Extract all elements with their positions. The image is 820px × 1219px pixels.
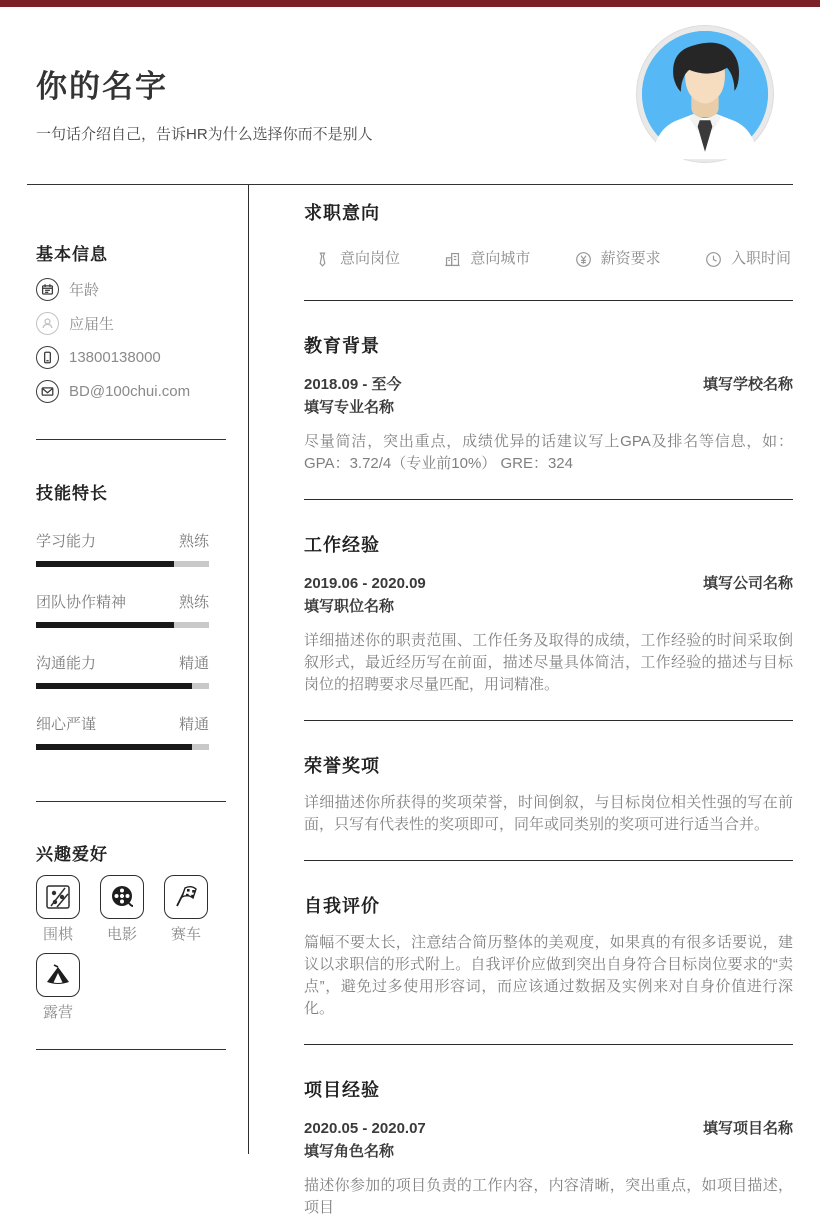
phone-icon [36,346,59,369]
education-header [304,375,793,395]
skill-level: 熟练 [178,533,209,550]
intent-start-date [705,248,791,270]
honors-description: 详细描述你所获得的奖项荣誉，时间倒叙，与目标岗位相关性强的写在前面，只写有代表性的奖项即可，同年或同类别的奖项可进行适当合并。 [304,794,793,833]
calendar-icon [36,278,59,301]
section-divider [304,499,793,500]
graduate-icon [36,312,59,335]
mail-icon [36,380,59,403]
hobbies-title: 兴趣爱好 [36,845,108,864]
avatar [637,26,773,162]
intent-city [444,248,530,270]
education-major: 填写专业名称 [304,399,395,416]
section-divider [304,300,793,301]
hobby-item [36,953,80,1023]
education-school: 填写学校名称 [702,376,793,393]
candidate-tagline: 一句话介绍自己，告诉HR为什么选择你而不是别人 [36,126,373,143]
tie-icon [314,251,331,268]
racing-flag-icon [164,875,208,919]
intent-label: 薪资要求 [600,250,661,267]
project-description: 描述你参加的项目负责的工作内容，内容清晰，突出重点，如项目描述，项目 [304,1177,793,1216]
skill-name: 团队协作精神 [36,594,127,611]
intent-label: 入职时间 [730,250,791,267]
hobby-item [164,875,208,945]
resume-header [0,7,820,184]
film-reel-icon [100,875,144,919]
phone-value: 13800138000 [69,349,161,366]
section-title-project: 项目经验 [304,1080,380,1100]
sidebar-divider [36,801,226,802]
project-name: 填写项目名称 [702,1120,793,1137]
education-period: 2018.09 - 至今 [304,376,402,393]
go-board-icon [36,875,80,919]
section-divider [304,860,793,861]
skill-progress-track [36,744,209,750]
intent-position [314,248,400,270]
info-item-age [36,278,248,301]
section-divider [304,720,793,721]
skill-progress-fill [36,561,174,567]
skill-level: 熟练 [178,594,209,611]
skill-item [36,532,209,567]
section-title-job-intention: 求职意向 [304,203,380,223]
intent-label: 意向岗位 [340,250,401,267]
sidebar [27,185,249,1154]
age-value: 年龄 [69,282,100,299]
project-role: 填写角色名称 [304,1143,395,1160]
skill-name: 细心严谨 [36,716,97,733]
clock-icon [705,251,722,268]
basic-info-title: 基本信息 [36,245,108,264]
skill-item [36,715,209,750]
work-period: 2019.06 - 2020.09 [304,575,426,592]
project-header [304,1119,793,1139]
skill-name: 学习能力 [36,533,97,550]
building-icon [444,251,461,268]
section-title-honors: 荣誉奖项 [304,756,380,776]
info-item-phone [36,346,248,369]
info-item-email [36,380,248,403]
intent-label: 意向城市 [470,250,531,267]
skill-name: 沟通能力 [36,655,97,672]
hobby-label: 赛车 [170,926,201,943]
job-intention-row [314,248,791,270]
sidebar-divider [36,1049,226,1050]
main-content [249,185,793,1216]
skill-progress-track [36,683,209,689]
candidate-name: 你的名字 [36,69,168,104]
skill-progress-fill [36,683,192,689]
work-company: 填写公司名称 [702,575,793,592]
education-description: 尽量简洁，突出重点，成绩优异的话建议写上GPA及排名等信息，如：GPA：3.72/4（专业前10%） GRE：324 [304,433,793,472]
hobby-item [100,875,144,945]
info-item-graduate [36,312,248,335]
work-header [304,574,793,594]
section-divider [304,1044,793,1045]
skill-item [36,654,209,689]
salary-icon [575,251,592,268]
section-title-education: 教育背景 [304,336,380,356]
tent-icon [36,953,80,997]
skills-title: 技能特长 [36,484,108,503]
skill-level: 精通 [178,655,209,672]
skill-progress-fill [36,744,192,750]
hobby-label: 电影 [106,926,137,943]
skill-item [36,593,209,628]
work-description: 详细描述你的职责范围、工作任务及取得的成绩，工作经验的时间采取倒叙形式，最近经历写在前面，描述尽量具体简洁，工作经验的描述与目标岗位的招聘要求尽量匹配，用词精准。 [304,632,793,693]
sidebar-divider [36,439,226,440]
section-title-work: 工作经验 [304,535,380,555]
skill-progress-track [36,622,209,628]
skill-progress-track [36,561,209,567]
self-evaluation-description: 篇幅不要太长，注意结合简历整体的美观度，如果真的有很多话要说，建议以求职信的形式附上。自我评价应做到突出自身符合目标岗位要求的“卖点”，避免过多使用形容词，而应该通过数据及实例来对自身价值进行深化。 [304,934,793,1017]
male-avatar-illustration [642,31,768,157]
graduate-value: 应届生 [69,316,115,333]
hobby-grid [36,875,236,1031]
hobby-label: 露营 [42,1004,73,1021]
project-period: 2020.05 - 2020.07 [304,1120,426,1137]
hobby-label: 围棋 [42,926,73,943]
skill-level: 精通 [178,716,209,733]
section-title-self-evaluation: 自我评价 [304,896,380,916]
top-accent-bar [0,0,820,7]
hobby-item [36,875,80,945]
intent-salary [575,248,661,270]
email-value: BD@100chui.com [69,383,191,400]
work-position: 填写职位名称 [304,598,395,615]
skill-progress-fill [36,622,174,628]
